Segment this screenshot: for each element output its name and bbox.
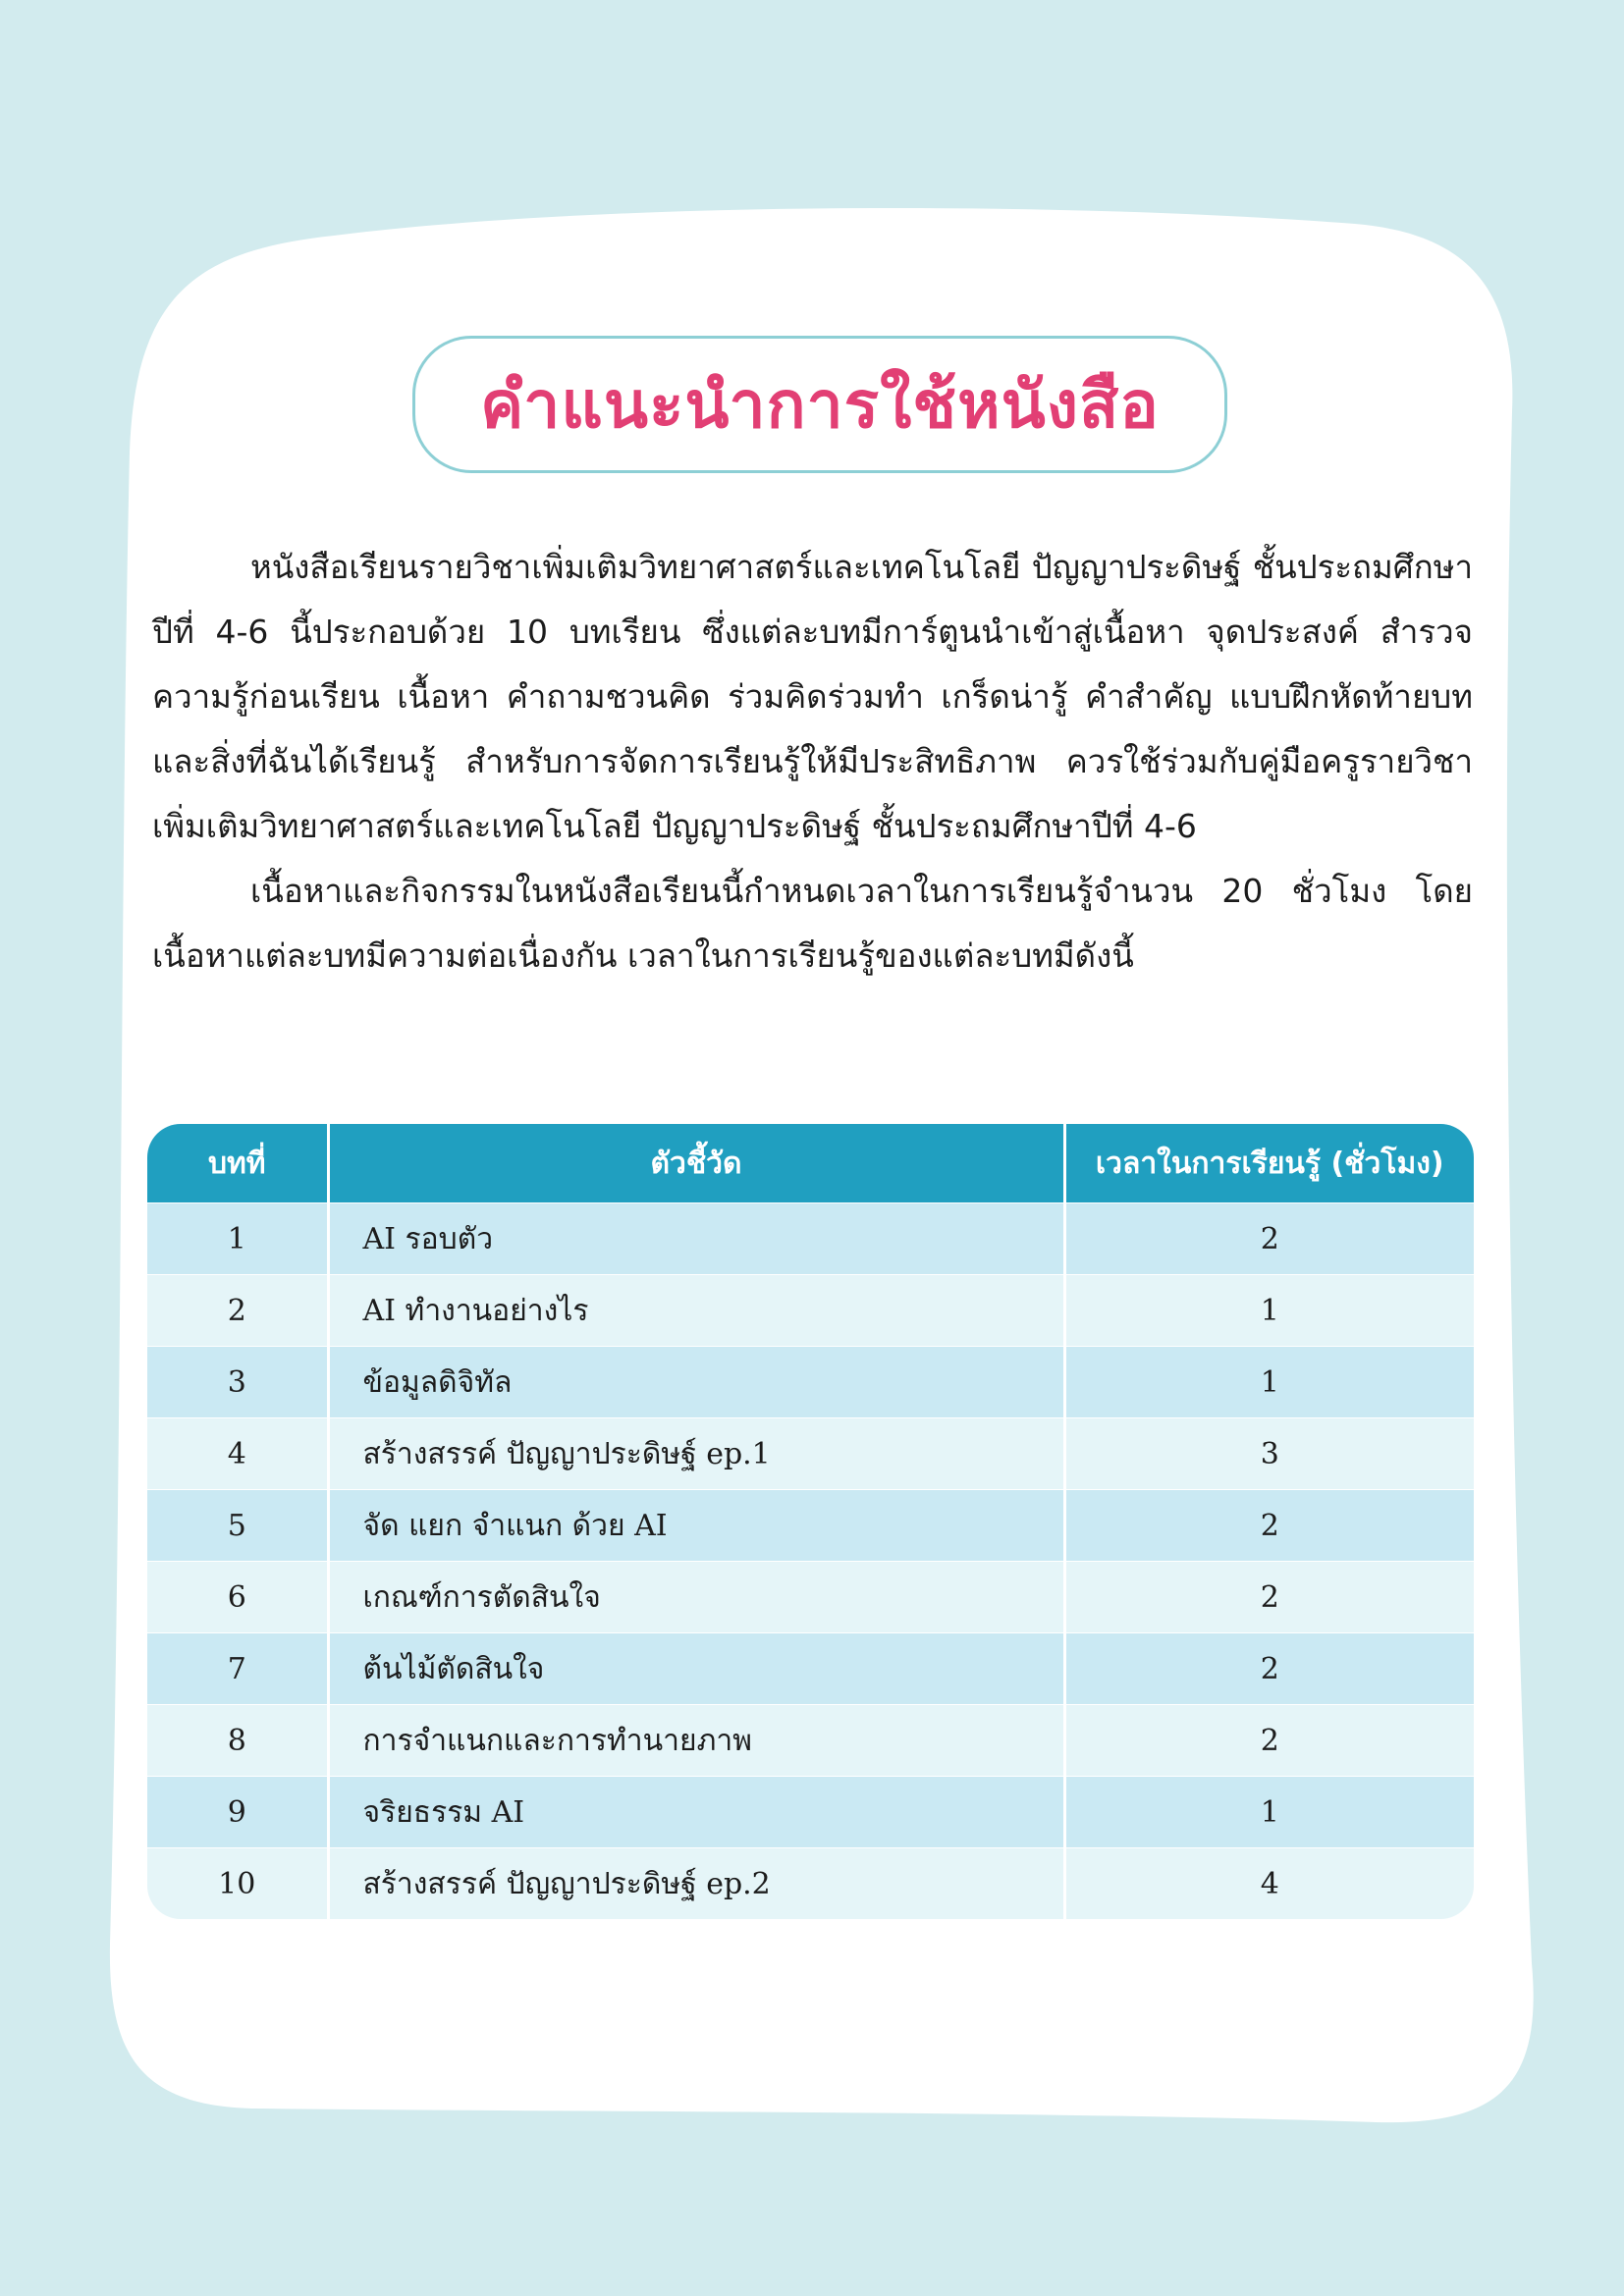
- chapter-number: 8: [147, 1705, 328, 1777]
- chapter-number: 6: [147, 1562, 328, 1633]
- table-row: [147, 1777, 1474, 1848]
- table-row: [147, 1705, 1474, 1777]
- table-row: [147, 1418, 1474, 1490]
- table-row: [147, 1203, 1474, 1275]
- chapter-number: 3: [147, 1347, 328, 1418]
- header-chapter: บทที่: [147, 1124, 328, 1203]
- hours: 4: [1064, 1848, 1474, 1920]
- hours: 3: [1064, 1418, 1474, 1490]
- hours: 2: [1064, 1562, 1474, 1633]
- table-row: [147, 1562, 1474, 1633]
- table-row: [147, 1347, 1474, 1418]
- chapter-number: 5: [147, 1490, 328, 1562]
- table-row: [147, 1633, 1474, 1705]
- indicator: เกณฑ์การตัดสินใจ: [328, 1562, 1064, 1633]
- chapter-number: 4: [147, 1418, 328, 1490]
- indicator: สร้างสรรค์ ปัญญาประดิษฐ์ ep.1: [328, 1418, 1064, 1490]
- hours: 2: [1064, 1633, 1474, 1705]
- indicator: ข้อมูลดิจิทัล: [328, 1347, 1064, 1418]
- indicator: AI ทำงานอย่างไร: [328, 1275, 1064, 1347]
- indicator: จัด แยก จำแนก ด้วย AI: [328, 1490, 1064, 1562]
- hours: 2: [1064, 1203, 1474, 1275]
- table-row: [147, 1848, 1474, 1920]
- table-header-row: [147, 1124, 1474, 1203]
- chapter-number: 7: [147, 1633, 328, 1705]
- table-row: [147, 1490, 1474, 1562]
- page-title: คำแนะนำการใช้หนังสือ: [480, 366, 1160, 443]
- chapter-number: 2: [147, 1275, 328, 1347]
- learning-hours-table: [147, 1124, 1474, 1919]
- title-box: [412, 336, 1227, 473]
- intro-paragraph-1: หนังสือเรียนรายวิชาเพิ่มเติมวิทยาศาสตร์และเทคโนโลยี ปัญญาประดิษฐ์ ชั้นประถมศึกษาปีที่ 4-6 นี้ประกอบด้วย 10 บทเรียน ซึ่งแต่ละบทมีการ์ตูนนำเข้าสู่เนื้อหา จุดประสงค์ สำรวจความรู้ก่อนเรียน เนื้อหา คำถามชวนคิด ร่วมคิดร่วมทำ เกร็ดน่ารู้ คำสำคัญ แบบฝึกหัดท้ายบท และสิ่งที่ฉันได้เรียนรู้ สำหรับการจัดการเรียนรู้ให้มีประสิทธิภาพ ควรใช้ร่วมกับคู่มือครูรายวิชาเพิ่มเติมวิทยาศาสตร์และเทคโนโลยี ปัญญาประดิษฐ์ ชั้นประถมศึกษาปีที่ 4-6: [152, 548, 1473, 845]
- table-row: [147, 1275, 1474, 1347]
- hours: 1: [1064, 1347, 1474, 1418]
- hours: 1: [1064, 1275, 1474, 1347]
- chapter-number: 9: [147, 1777, 328, 1848]
- intro-paragraph-2: เนื้อหาและกิจกรรมในหนังสือเรียนนี้กำหนดเวลาในการเรียนรู้จำนวน 20 ชั่วโมง โดยเนื้อหาแต่ละบทมีความต่อเนื่องกัน เวลาในการเรียนรู้ของแต่ละบทมีดังนี้: [152, 872, 1473, 975]
- indicator: จริยธรรม AI: [328, 1777, 1064, 1848]
- hours: 2: [1064, 1705, 1474, 1777]
- indicator: การจำแนกและการทำนายภาพ: [328, 1705, 1064, 1777]
- chapter-number: 1: [147, 1203, 328, 1275]
- header-indicator: ตัวชี้วัด: [328, 1124, 1064, 1203]
- indicator: สร้างสรรค์ ปัญญาประดิษฐ์ ep.2: [328, 1848, 1064, 1920]
- intro-text: [152, 535, 1473, 988]
- hours: 2: [1064, 1490, 1474, 1562]
- indicator: AI รอบตัว: [328, 1203, 1064, 1275]
- header-hours: เวลาในการเรียนรู้ (ชั่วโมง): [1064, 1124, 1474, 1203]
- indicator: ต้นไม้ตัดสินใจ: [328, 1633, 1064, 1705]
- chapter-number: 10: [147, 1848, 328, 1920]
- hours: 1: [1064, 1777, 1474, 1848]
